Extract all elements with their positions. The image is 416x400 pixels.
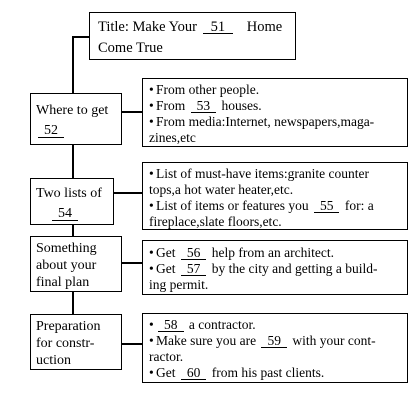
where-to-get-details (142, 78, 408, 147)
final-plan-label-1: Something (36, 241, 97, 256)
preparation-label-3: uction (36, 353, 71, 368)
prep-bullet-1: • 58 a contractor. (149, 317, 256, 332)
title-line-1 (98, 17, 287, 38)
blank-60: 60 (181, 367, 207, 380)
where-bullet-1: • From other people. (149, 82, 260, 97)
final-plan-details (142, 240, 408, 295)
preparation-details (142, 313, 408, 383)
prep-bullet-2: • Make sure you are 59 with your cont- (149, 333, 376, 348)
blank-56: 56 (181, 247, 207, 260)
prep-bullet-2-cont: ractor. (149, 349, 184, 364)
plan-bullet-2: • Get 57 by the city and getting a build- (149, 261, 378, 276)
where-to-get-blank-line (36, 122, 116, 139)
two-lists-details (142, 162, 408, 230)
two-lists-label: Two lists of (36, 186, 102, 201)
where-bullet-3: • From media:Internet, newspapers,maga- (149, 114, 375, 129)
two-lists-box (30, 178, 114, 225)
blank-53: 53 (191, 100, 217, 113)
prep-to-details-line (122, 343, 142, 345)
blank-54: 54 (52, 208, 78, 221)
preparation-label-2: for constr- (36, 336, 95, 351)
blank-58: 58 (158, 319, 184, 332)
preparation-box (30, 314, 122, 370)
plan-bullet-1: • Get 56 help from an architect. (149, 245, 334, 260)
title-line-2: Come True (98, 40, 163, 56)
lists-bullet-2-cont: fireplace,slate floors,etc. (149, 214, 282, 229)
lists-bullet-2: • List of items or features you 55 for: a (149, 198, 374, 213)
where-bullet-3-cont: zines,etc (149, 130, 196, 145)
blank-51: 51 (203, 21, 234, 34)
title-prefix: Title: Make Your (98, 19, 197, 35)
two-lists-blank-line (36, 205, 108, 222)
where-to-get-box (30, 93, 122, 145)
blank-55: 55 (314, 200, 340, 213)
final-plan-label-3: final plan (36, 275, 90, 290)
lists-to-details-line (114, 192, 142, 194)
where-to-get-label: Where to get (36, 103, 109, 118)
blank-59: 59 (261, 335, 287, 348)
plan-bullet-2-cont: ing permit. (149, 277, 209, 292)
title-suffix: Home (246, 19, 283, 35)
blank-57: 57 (181, 263, 207, 276)
where-to-details-line (122, 111, 142, 113)
lists-bullet-1: • List of must-have items:granite counter (149, 166, 369, 181)
final-plan-box (30, 236, 122, 292)
final-plan-label-2: about your (36, 258, 97, 273)
where-bullet-2: • From 53 houses. (149, 98, 262, 113)
prep-bullet-3: • Get 60 from his past clients. (149, 365, 325, 380)
lists-bullet-1-cont: tops,a hot water heater,etc. (149, 182, 294, 197)
title-box (89, 12, 296, 60)
blank-52: 52 (38, 125, 64, 138)
plan-to-details-line (122, 262, 142, 264)
trunk-to-title-line (72, 36, 90, 38)
preparation-label-1: Preparation (36, 319, 101, 334)
